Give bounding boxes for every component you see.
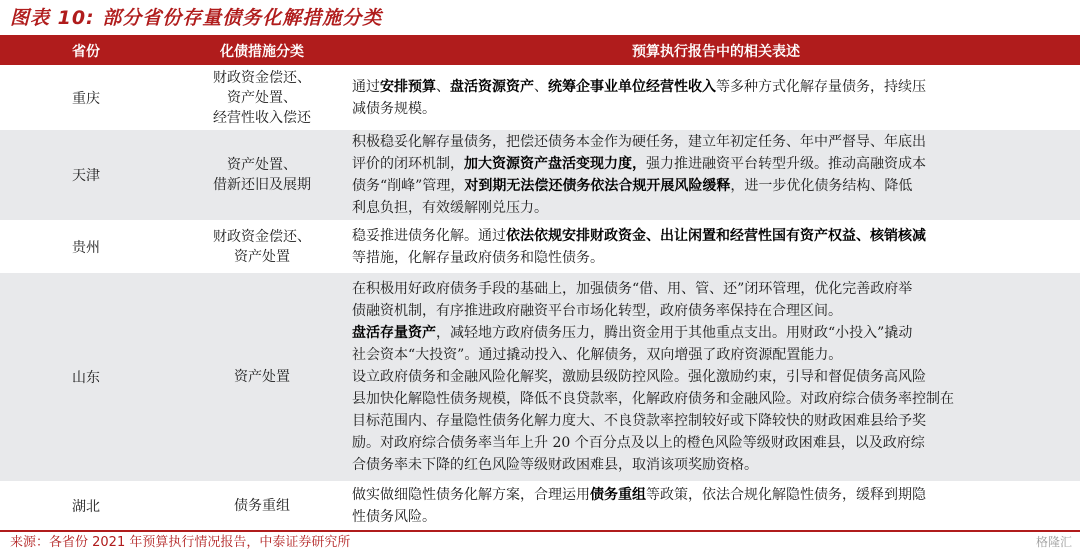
description-line: [352, 153, 1080, 175]
highlighted-text: 债务重组: [590, 486, 646, 503]
description-line: [352, 98, 1080, 120]
description-text: 在积极用好政府债务手段的基础上，加强债务“借、用、管、还”闭环管理，优化完善政府举: [352, 281, 913, 297]
description-text: 合债务率未下降的红色风险等级财政困难县，取消该项奖励资格。: [352, 457, 758, 473]
table-row: [0, 482, 1080, 530]
description-text: 、: [534, 78, 548, 95]
description-text: 等多种方式化解存量债务，持续压: [716, 78, 926, 95]
description-line: [352, 175, 1080, 197]
description-line: [352, 506, 1080, 528]
description-text: 县加快化解隐性债务规模，降低不良贷款率，化解政府债务和金融风险。对政府综合债务率控制在: [352, 391, 954, 407]
highlighted-text: 依法依规安排财政资金、出让闲置和经营性国有资产权益、核销核减: [506, 227, 926, 244]
description-cell: [352, 482, 1080, 530]
description-text: 利息负担，有效缓解刚兑压力。: [352, 200, 548, 216]
figure-title: 图表 10: 部分省份存量债务化解措施分类: [10, 7, 383, 29]
description-text: 评价的闭环机制，: [352, 156, 464, 172]
description-text: 减债务规模。: [352, 100, 436, 117]
description-line: [352, 454, 1080, 476]
description-line: [352, 131, 1080, 153]
description-text: 等政策，依法合规化解隐性债务，缓释到期隐: [646, 486, 926, 503]
measure-line: 债务重组: [234, 497, 290, 514]
table-row: [0, 273, 1080, 482]
description-text: 债务“削峰”管理，: [352, 178, 465, 194]
description-text: 励。对政府综合债务率当年上升 20 个百分点及以上的橙色风险等级财政困难县，以及政府综: [352, 435, 925, 451]
header-province: 省份: [0, 37, 172, 66]
debt-measures-table: [0, 37, 1080, 530]
highlighted-text: 加大资源资产盘活变现力度，: [464, 156, 646, 172]
measure-line: 资产处置、: [227, 89, 297, 106]
province-cell: 天津: [0, 130, 172, 221]
description-cell: [352, 221, 1080, 273]
description-text: 性债务风险。: [352, 508, 436, 525]
description-text: 积极稳妥化解存量债务，把偿还债务本金作为硬任务，建立年初定任务、年中严督导、年底出: [352, 134, 926, 150]
description-line: [352, 300, 1080, 322]
measures-cell: [172, 482, 352, 530]
description-text: ，减轻地方政府债务压力，腾出资金用于其他重点支出。用财政“小投入”撬动: [436, 325, 913, 341]
description-text: 通过: [352, 78, 380, 95]
highlighted-text: 统筹企事业单位经营性收入: [548, 78, 716, 95]
header-description: 预算执行报告中的相关表述: [352, 37, 1080, 66]
description-line: [352, 278, 1080, 300]
province-cell: 湖北: [0, 482, 172, 530]
province-cell: 山东: [0, 273, 172, 482]
description-line: [352, 76, 1080, 98]
description-cell: [352, 130, 1080, 221]
measures-cell: [172, 130, 352, 221]
table-row: [0, 221, 1080, 273]
highlighted-text: 安排预算: [380, 78, 436, 95]
description-text: 目标范围内、存量隐性债务化解力度大、不良贷款率控制较好或下降较快的财政困难县给予奖: [352, 413, 926, 429]
description-cell: [352, 66, 1080, 130]
measure-line: 财政资金偿还、: [213, 69, 311, 86]
description-text: 做实做细隐性债务化解方案，合理运用: [352, 486, 590, 503]
description-line: [352, 247, 1080, 269]
description-line: [352, 366, 1080, 388]
bottom-divider: [0, 530, 1080, 532]
province-cell: 重庆: [0, 66, 172, 130]
table-row: [0, 130, 1080, 221]
description-line: [352, 410, 1080, 432]
measure-line: 资产处置: [234, 248, 290, 265]
description-text: 社会资本“大投资”。通过撬动投入、化解债务，双向增强了政府资源配置能力。: [352, 347, 843, 363]
description-line: [352, 322, 1080, 344]
description-cell: [352, 273, 1080, 482]
measure-line: 经营性收入偿还: [213, 109, 311, 126]
measure-line: 借新还旧及展期: [213, 177, 311, 193]
highlighted-text: 盘活存量资产: [352, 325, 436, 341]
source-note: 来源：各省份 2021 年预算执行情况报告，中泰证券研究所: [10, 535, 351, 550]
province-cell: 贵州: [0, 221, 172, 273]
description-line: [352, 388, 1080, 410]
description-text: 债融资机制，有序推进政府融资平台市场化转型，政府债务率保持在合理区间。: [352, 303, 842, 319]
description-text: 、: [436, 78, 450, 95]
description-text: 等措施，化解存量政府债务和隐性债务。: [352, 249, 604, 266]
measures-cell: [172, 221, 352, 273]
measure-line: 财政资金偿还、: [213, 228, 311, 245]
highlighted-text: 盘活资源资产: [450, 78, 534, 95]
watermark-logo: 格隆汇: [1035, 535, 1072, 549]
highlighted-text: 对到期无法偿还债务依法合规开展风险缓释: [464, 178, 731, 194]
table-header-row: [0, 37, 1080, 66]
header-measures: 化债措施分类: [172, 37, 352, 66]
description-text: ，进一步优化债务结构、降低: [730, 178, 913, 194]
measure-line: 资产处置: [234, 369, 290, 385]
description-line: [352, 484, 1080, 506]
table-row: [0, 66, 1080, 130]
description-line: [352, 197, 1080, 219]
measures-cell: [172, 273, 352, 482]
description-text: 设立政府债务和金融风险化解奖，激励县级防控风险。强化激励约束，引导和督促债务高风险: [352, 369, 926, 385]
description-line: [352, 344, 1080, 366]
measures-cell: [172, 66, 352, 130]
description-text: 强力推进融资平台转型升级。推动高融资成本: [646, 156, 926, 172]
measure-line: 资产处置、: [227, 157, 297, 173]
description-text: 稳妥推进债务化解。通过: [352, 227, 506, 244]
description-line: [352, 432, 1080, 454]
description-line: [352, 225, 1080, 247]
